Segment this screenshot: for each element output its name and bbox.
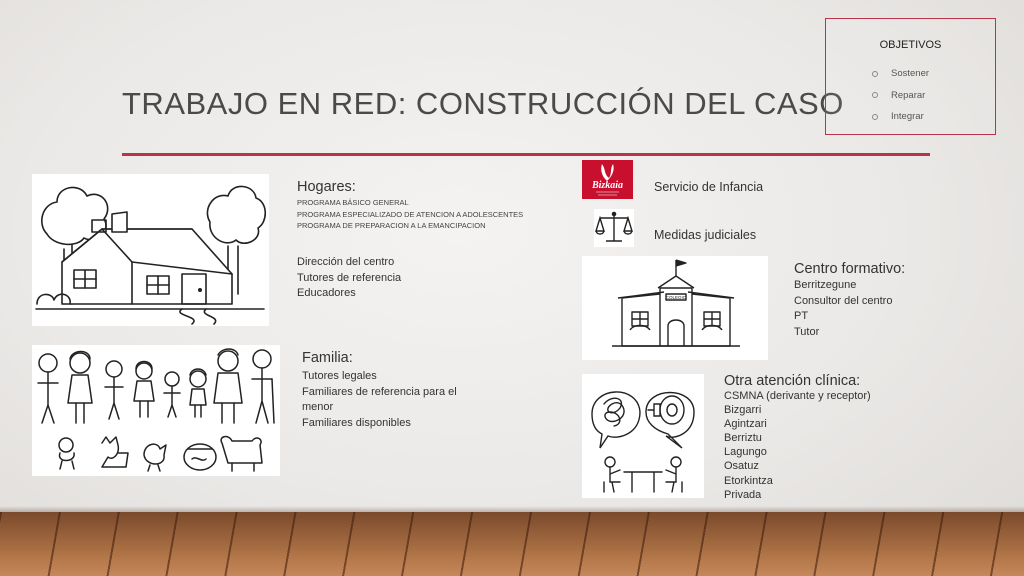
objectives-box bbox=[825, 18, 996, 135]
school-sign: COLEGIO bbox=[665, 295, 687, 300]
clinica-item: Osatuz bbox=[724, 460, 759, 473]
role-item: Tutores de referencia bbox=[297, 271, 402, 284]
clinica-item: Lagungo bbox=[724, 446, 767, 459]
bizkaia-logo bbox=[582, 160, 633, 199]
familia-item: Tutores legales bbox=[302, 370, 377, 382]
role-item: Dirección del centro bbox=[297, 256, 395, 268]
centro-item: Tutor bbox=[794, 325, 820, 338]
objective-item: Sostener bbox=[872, 63, 929, 85]
house-image bbox=[32, 174, 269, 326]
clinica-item: Berriztu bbox=[724, 432, 762, 445]
title-divider bbox=[122, 153, 930, 156]
medidas-judiciales-label: Medidas judiciales bbox=[654, 228, 757, 242]
centro-item: PT bbox=[794, 310, 809, 322]
wooden-floor bbox=[0, 512, 1024, 576]
therapy-image bbox=[582, 374, 704, 498]
clinica-item: Agintzari bbox=[724, 418, 767, 431]
centro-formativo-heading: Centro formativo: bbox=[794, 261, 906, 277]
objective-item: Integrar bbox=[872, 106, 929, 128]
centro-item: Berritzegune bbox=[794, 279, 857, 291]
objectives-title: OBJETIVOS bbox=[879, 39, 942, 51]
bizkaia-logo-text: Bizkaia bbox=[591, 180, 624, 191]
centro-formativo-list bbox=[794, 278, 944, 340]
hogares-roles bbox=[297, 255, 517, 302]
role-item: Educadores bbox=[297, 287, 356, 299]
school-image bbox=[582, 256, 768, 360]
program-item: PROGRAMA ESPECIALIZADO DE ATENCION A ADOLESCENTES bbox=[297, 209, 524, 219]
bullet-icon bbox=[872, 114, 878, 120]
family-image bbox=[32, 345, 280, 476]
scales-icon bbox=[594, 209, 634, 247]
objective-item: Reparar bbox=[872, 85, 929, 107]
otra-atencion-list bbox=[724, 389, 924, 502]
servicio-infancia-label: Servicio de Infancia bbox=[654, 180, 764, 194]
clinica-item: CSMNA (derivante y receptor) bbox=[724, 390, 871, 402]
bullet-icon bbox=[872, 71, 878, 77]
hogares-heading: Hogares: bbox=[297, 179, 356, 195]
centro-item: Consultor del centro bbox=[794, 294, 893, 307]
familia-item: Familiares de referencia para el menor bbox=[302, 385, 457, 413]
clinica-item: Etorkintza bbox=[724, 474, 773, 487]
otra-atencion-heading: Otra atención clínica: bbox=[724, 373, 861, 389]
bullet-icon bbox=[872, 92, 878, 98]
program-item: PROGRAMA BÁSICO GENERAL bbox=[297, 198, 409, 207]
familia-list bbox=[302, 369, 477, 431]
program-item: PROGRAMA DE PREPARACION A LA EMANCIPACION bbox=[297, 221, 486, 230]
slide-title: TRABAJO EN RED: CONSTRUCCIÓN DEL CASO bbox=[122, 86, 844, 121]
objectives-list bbox=[872, 63, 929, 128]
hogares-programs bbox=[297, 197, 527, 232]
familia-item: Familiares disponibles bbox=[302, 416, 411, 429]
familia-heading: Familia: bbox=[302, 350, 353, 366]
clinica-item: Bizgarri bbox=[724, 404, 762, 417]
clinica-item: Privada bbox=[724, 488, 762, 501]
